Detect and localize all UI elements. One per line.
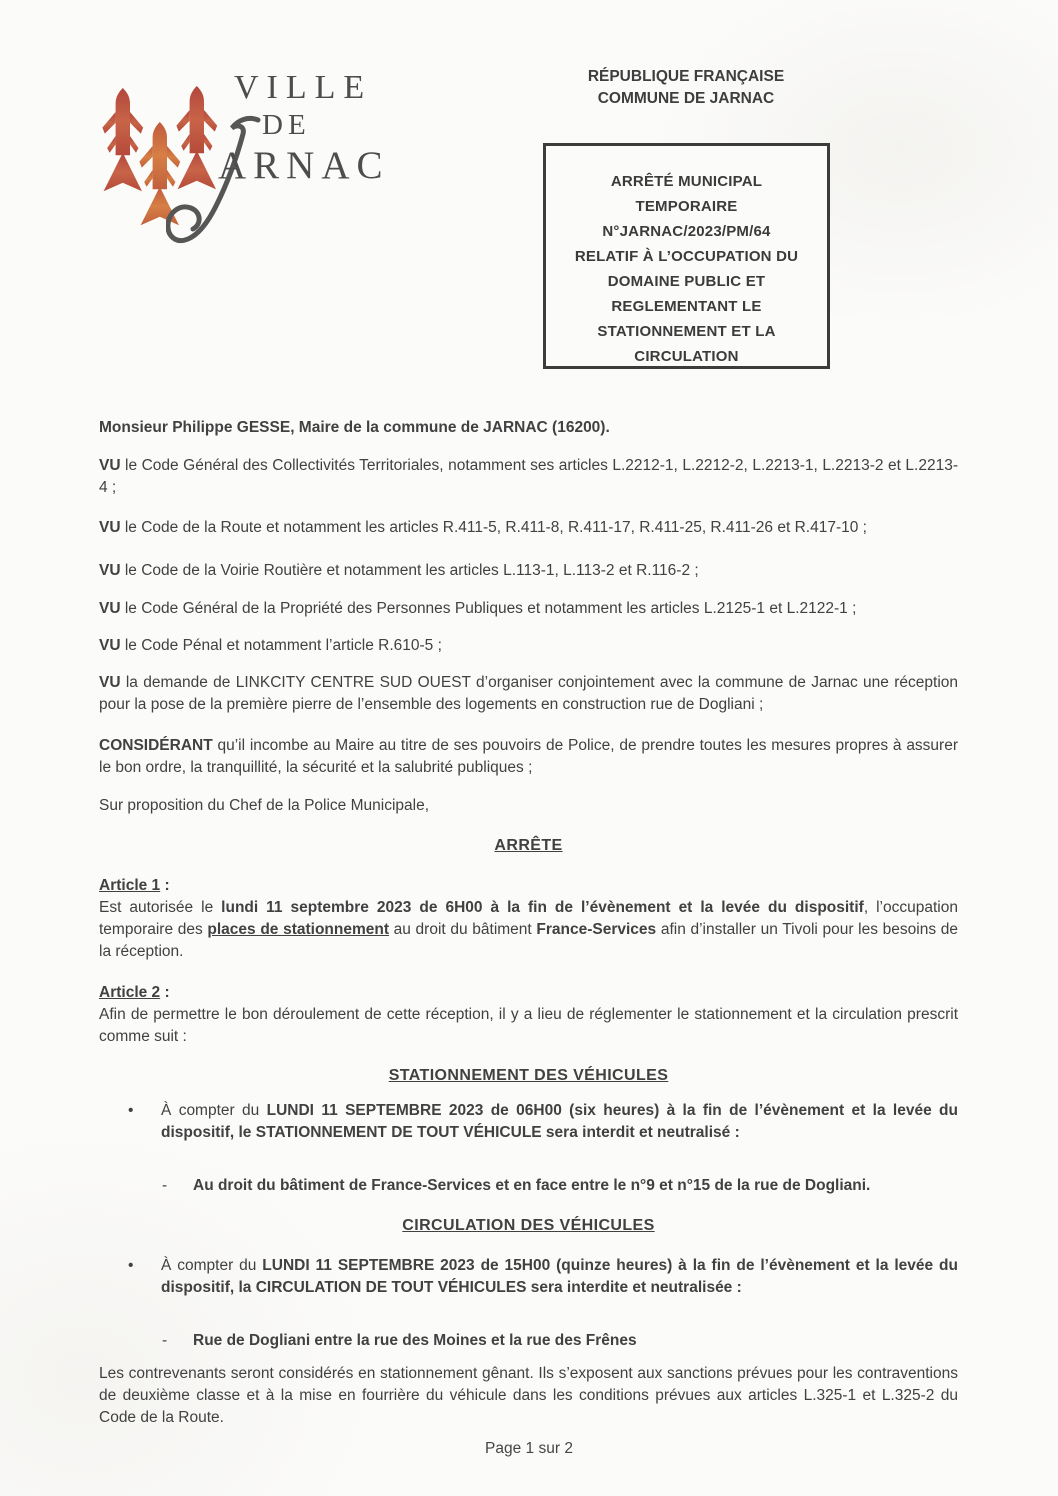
article2-label: Article 2 : — [99, 984, 170, 1001]
title-box-line: ARRÊTÉ MUNICIPAL — [610, 173, 763, 190]
circulation-bullet-text: À compter du LUNDI 11 SEPTEMBRE 2023 de 15H00 (quinze heures) à la fin de l’évènement et la levée du dispositif, la CIRCULATION DE TOUT VÉHICULES sera interdite et neutralisée : — [161, 1257, 958, 1296]
intro-paragraph: Monsieur Philippe GESSE, Maire de la commune de JARNAC (16200). — [99, 419, 610, 436]
stationnement-sub-bullet-text: Au droit du bâtiment de France-Services et en face entre le n°9 et n°15 de la rue de Dogliani. — [193, 1177, 871, 1194]
circulation-sub-bullet-text: Rue de Dogliani entre la rue des Moines et la rue des Frênes — [193, 1332, 637, 1349]
logo-ville-text: VILLE — [234, 69, 373, 106]
article2-text: Afin de permettre le bon déroulement de cette réception, il y a lieu de réglementer le stationnement et la circulation prescrit comme suit : — [99, 1006, 958, 1045]
sanctions-paragraph: Les contrevenants seront considérés en stationnement gênant. Ils s’exposent aux sanctions prévues pour les contraventions de deuxième classe et à la mise en fourrière du véhicule dans les conditions prévues aux articles L.325-1 et L.325-2 du Code de la Route. — [99, 1365, 958, 1426]
logo-de-text: DE — [262, 109, 311, 141]
considerant-paragraph: CONSIDÉRANT qu’il incombe au Maire au titre de ses pouvoirs de Police, de prendre toutes les mesures propres à assurer le bon ordre, la tranquillité, la sécurité et la salubrité publiques ; — [99, 737, 958, 776]
vu-route-paragraph: VU le Code de la Route et notamment les articles R.411-5, R.411-8, R.411-17, R.411-25, R.411-26 et R.417-10 ; — [99, 519, 867, 536]
republique-line: RÉPUBLIQUE FRANÇAISE — [587, 68, 785, 85]
arrete-title-box — [543, 143, 830, 369]
bullet-marker: • — [128, 1257, 134, 1274]
document-body — [99, 405, 958, 1429]
jarnac-logo — [100, 69, 440, 254]
vu-cgct-paragraph: VU le Code Général des Collectivités Territoriales, notamment ses articles L.2212-1, L.2212-2, L.2213-1, L.2213-2 et L.2213-4 ; — [99, 457, 958, 496]
title-box-line: CIRCULATION — [634, 348, 739, 365]
vu-linkcity-paragraph: VU la demande de LINKCITY CENTRE SUD OUEST d’organiser conjointement avec la commune de Jarnac une réception pour la pose de la première pierre de l’ensemble des logements en construction rue de Dogliani ; — [99, 674, 958, 713]
stationnement-sub-bullet — [99, 1175, 958, 1197]
title-box-line: N°JARNAC/2023/PM/64 — [602, 223, 771, 240]
vu-voirie-paragraph: VU le Code de la Voirie Routière et notamment les articles L.113-1, L.113-2 et R.116-2 ; — [99, 562, 699, 579]
article1-text: Est autorisée le lundi 11 septembre 2023 de 6H00 à la fin de l’évènement et la levée du dispositif, l’occupation temporaire des places de stationnement au droit du bâtiment France-Services afin d’installer un Tivoli pour les besoins de la réception. — [99, 899, 958, 960]
title-box-line: DOMAINE PUBLIC ET — [607, 273, 766, 290]
title-box-line: TEMPORAIRE — [635, 198, 738, 215]
vu-propriete-paragraph: VU le Code Général de la Propriété des Personnes Publiques et notamment les articles L.2125-1 et L.2122-1 ; — [99, 600, 857, 617]
dash-marker: - — [162, 1177, 168, 1194]
stationnement-bullet-text: À compter du LUNDI 11 SEPTEMBRE 2023 de 06H00 (six heures) à la fin de l’évènement et la levée du dispositif, le STATIONNEMENT DE TOUT VÉHICULE sera interdit et neutralisé : — [161, 1102, 958, 1141]
article1-label: Article 1 : — [99, 877, 170, 894]
circulation-sub-bullet — [99, 1330, 958, 1352]
circulation-bullet — [99, 1255, 958, 1299]
proposition-paragraph: Sur proposition du Chef de la Police Municipale, — [99, 797, 429, 814]
bullet-marker: • — [128, 1102, 134, 1119]
logo-jarnac-text: ARNAC — [218, 144, 390, 187]
circulation-heading: CIRCULATION DES VÉHICULES — [402, 1217, 655, 1234]
commune-line: COMMUNE DE JARNAC — [597, 90, 775, 107]
title-box-line: RELATIF À L’OCCUPATION DU — [574, 248, 799, 265]
page-indicator: Page 1 sur 2 — [485, 1440, 573, 1457]
title-box-line: REGLEMENTANT LE — [611, 298, 762, 315]
vu-penal-paragraph: VU le Code Pénal et notamment l’article R.610-5 ; — [99, 637, 442, 654]
title-box-line: STATIONNEMENT ET LA — [597, 323, 776, 340]
stationnement-bullet — [99, 1100, 958, 1144]
dash-marker: - — [162, 1332, 168, 1349]
republique-header — [540, 66, 832, 110]
arrete-heading: ARRÊTE — [494, 837, 563, 854]
stationnement-heading: STATIONNEMENT DES VÉHICULES — [388, 1067, 669, 1084]
